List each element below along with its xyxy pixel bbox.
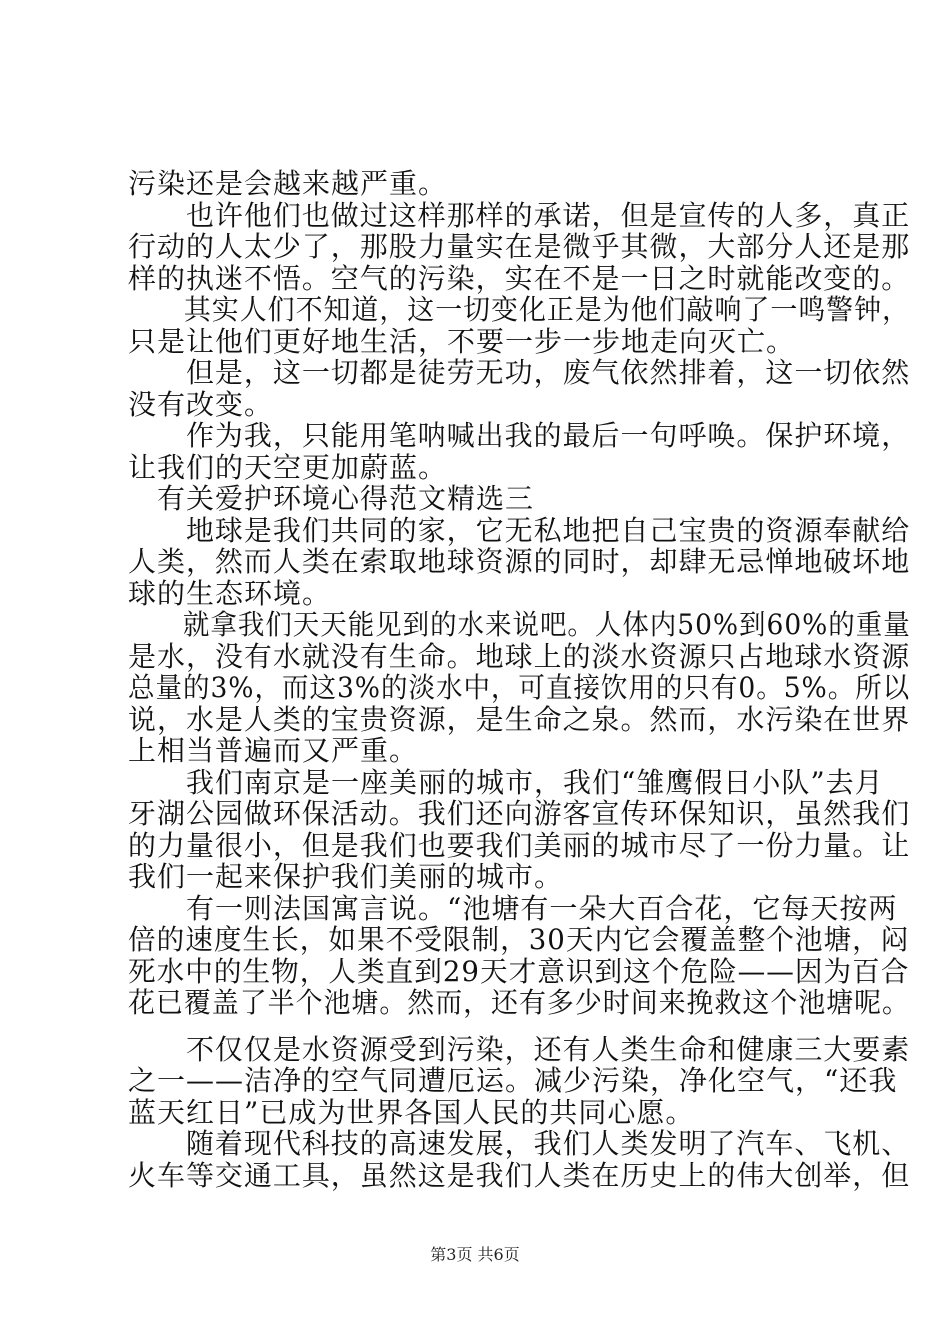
body-text-line: 样的执迷不悟。空气的污染，实在不是一日之时就能改变的。: [128, 262, 911, 295]
page-number-footer: 第3页 共6页: [430, 1245, 520, 1264]
body-text-line: 行动的人太少了，那股力量实在是微乎其微，大部分人还是那: [128, 230, 911, 263]
body-text-line: 总量的3%，而这3%的淡水中，可直接饮用的只有0。5%。所以: [128, 671, 911, 704]
body-text-line: 让我们的天空更加蔚蓝。: [128, 451, 448, 484]
body-text-line: 说，水是人类的宝贵资源，是生命之泉。然而，水污染在世界: [128, 703, 911, 736]
body-text-line: 只是让他们更好地生活，不要一步一步地走向灭亡。: [128, 325, 796, 358]
body-text-line: 死水中的生物，人类直到29天才意识到这个危险——因为百合: [128, 955, 910, 988]
body-text-line: 地球是我们共同的家，它无私地把自己宝贵的资源奉献给: [128, 514, 911, 547]
section-heading: 有关爱护环境心得范文精选三: [128, 482, 535, 515]
body-text-line: 人类，然而人类在索取地球资源的同时，却肆无忌惮地破坏地: [128, 545, 911, 578]
body-text-line: 但是，这一切都是徒劳无功，废气依然排着，这一切依然: [128, 356, 911, 389]
body-text-line: 火车等交通工具，虽然这是我们人类在历史上的伟大创举，但: [128, 1159, 911, 1192]
body-text-line: 不仅仅是水资源受到污染，还有人类生命和健康三大要素: [128, 1033, 911, 1066]
body-text-line: 作为我，只能用笔呐喊出我的最后一句呼唤。保护环境，: [128, 419, 911, 452]
body-text-line: 球的生态环境。: [128, 577, 332, 610]
body-text-line: 是水，没有水就没有生命。地球上的淡水资源只占地球水资源: [128, 640, 911, 673]
body-text-line: 其实人们不知道，这一切变化正是为他们敲响了一鸣警钟，: [128, 293, 910, 326]
body-text-line: 我们南京是一座美丽的城市，我们“雏鹰假日小队”去月: [128, 766, 884, 799]
body-text-line: 之一——洁净的空气同遭厄运。减少污染，净化空气，“还我: [128, 1064, 898, 1097]
body-text-line: 污染还是会越来越严重。: [128, 167, 448, 200]
body-text-line: 就拿我们天天能见到的水来说吧。人体内50%到60%的重量: [128, 608, 911, 641]
body-text-line: 倍的速度生长，如果不受限制，30天内它会覆盖整个池塘，闷: [128, 923, 910, 956]
body-text-line: 牙湖公园做环保活动。我们还向游客宣传环保知识，虽然我们: [128, 797, 911, 830]
body-text-line: 花已覆盖了半个池塘。然而，还有多少时间来挽救这个池塘呢。: [128, 986, 910, 1019]
body-text-line: 没有改变。: [128, 388, 274, 421]
body-text-line: 有一则法国寓言说。“池塘有一朵大百合花，它每天按两: [128, 892, 898, 925]
body-text-line: 随着现代科技的高速发展，我们人类发明了汽车、飞机、: [128, 1127, 911, 1160]
body-text-line: 我们一起来保护我们美丽的城市。: [128, 860, 564, 893]
body-text-line: 的力量很小，但是我们也要我们美丽的城市尽了一份力量。让: [128, 829, 911, 862]
body-text-line: 也许他们也做过这样那样的承诺，但是宣传的人多，真正: [128, 199, 911, 232]
body-text-line: 上相当普遍而又严重。: [128, 734, 419, 767]
body-text-line: 蓝天红日”已成为世界各国人民的共同心愿。: [128, 1096, 695, 1129]
